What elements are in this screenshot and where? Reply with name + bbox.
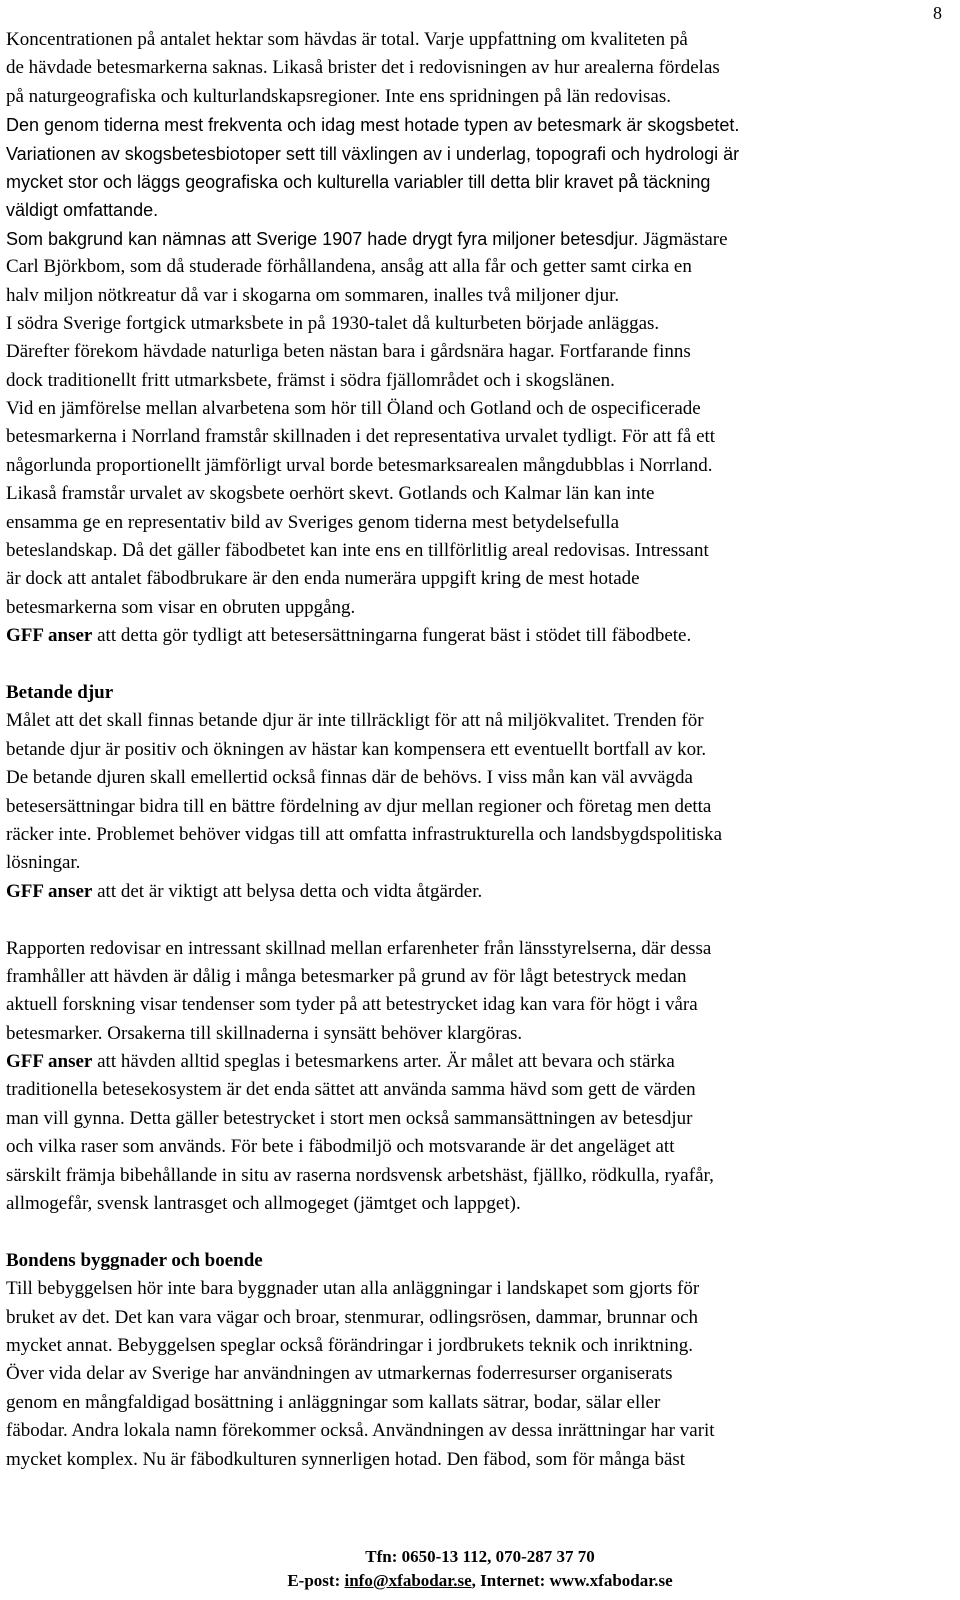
text-line: bruket av det. Det kan vara vägar och broar, stenmurar, odlingsrösen, dammar, brunnar och bbox=[6, 1306, 699, 1328]
text-line: på naturgeografiska och kulturlandskapsregioner. Inte ens spridningen på län redovisas. bbox=[6, 85, 671, 107]
text-line: betesmarkerna som visar en obruten uppgång. bbox=[6, 596, 356, 618]
text-line bbox=[6, 1048, 956, 1076]
text-span: Jägmästare bbox=[638, 228, 728, 250]
text-line: särskilt främja bibehållande in situ av raserna nordsvensk arbetshäst, fjällko, rödkulla, ryafår, bbox=[6, 1164, 714, 1186]
section-heading bbox=[6, 1247, 956, 1275]
footer-phone: Tfn: 0650-13 112, 070-287 37 70 bbox=[365, 1547, 595, 1566]
text-line: betesmarkerna i Norrland framstår skillnaden i det representativa urvalet tydligt. För att få ett bbox=[6, 426, 716, 448]
heading-bondens-byggnader: Bondens byggnader och boende bbox=[6, 1249, 263, 1271]
text-line: mycket annat. Bebyggelsen speglar också förändringar i jordbrukets teknik och inriktning. bbox=[6, 1334, 693, 1356]
heading-betande-djur: Betande djur bbox=[6, 681, 114, 703]
footer-email-label: E-post: bbox=[287, 1571, 345, 1590]
gff-label: GFF anser bbox=[6, 880, 93, 902]
text-line: traditionella betesekosystem är det enda sättet att använda samma hävd som gett de värden bbox=[6, 1079, 696, 1101]
footer-contact bbox=[0, 1569, 960, 1593]
text-line: Likaså framstår urvalet av skogsbete oerhört skevt. Gotlands och Kalmar län kan inte bbox=[6, 483, 655, 505]
text-line: och vilka raser som används. För bete i fäbodmiljö och motsvarande är det angeläget att bbox=[6, 1136, 675, 1158]
text-span: att det är viktigt att belysa detta och vidta åtgärder. bbox=[92, 880, 483, 902]
text-line: ensamma ge en representativ bild av Sveriges genom tiderna mest betydelsefulla bbox=[6, 511, 620, 533]
text-line bbox=[6, 225, 956, 253]
text-line bbox=[6, 878, 956, 906]
text-line bbox=[6, 622, 956, 650]
text-line: Vid en jämförelse mellan alvarbetena som hör till Öland och Gotland och de ospecificerade bbox=[6, 398, 701, 420]
text-line: är dock att antalet fäbodbrukare är den enda numerära uppgift kring de mest hotade bbox=[6, 568, 640, 590]
section-heading bbox=[6, 679, 956, 707]
text-line: Målet att det skall finnas betande djur är inte tillräckligt för att nå miljökvalitet. Trenden för bbox=[6, 710, 704, 732]
text-line: halv miljon nötkreatur då var i skogarna om sommaren, inalles två miljoner djur. bbox=[6, 284, 620, 306]
text-line: Koncentrationen på antalet hektar som hävdas är total. Varje uppfattning om kvaliteten på bbox=[6, 29, 688, 50]
footer-email-link[interactable]: info@xfabodar.se bbox=[344, 1571, 472, 1590]
text-line: I södra Sverige fortgick utmarksbete in på 1930-talet då kulturbeten började anläggas. bbox=[6, 312, 660, 334]
paragraph-gap bbox=[6, 651, 956, 679]
text-line: betesersättningar bidra till en bättre fördelning av djur mellan regioner och företag men detta bbox=[6, 795, 712, 817]
text-line: Rapporten redovisar en intressant skillnad mellan erfarenheter från länsstyrelserna, där dessa bbox=[6, 937, 712, 959]
text-span: Som bakgrund kan nämnas att Sverige 1907 hade drygt fyra miljoner betesdjur. bbox=[6, 228, 639, 249]
text-line: lösningar. bbox=[6, 852, 81, 874]
text-line: Över vida delar av Sverige har användningen av utmarkernas foderresurser organiserats bbox=[6, 1363, 673, 1385]
text-line: Carl Björkbom, som då studerade förhållandena, ansåg att alla får och getter samt cirka en bbox=[6, 256, 692, 278]
text-line: Därefter förekom hävdade naturliga beten nästan bara i gårdsnära hagar. Fortfarande finns bbox=[6, 341, 691, 363]
text-line: beteslandskap. Då det gäller fäbodbetet kan inte ens en tillförlitlig areal redovisas. Intressant bbox=[6, 540, 709, 562]
text-line: man vill gynna. Detta gäller betestrycket i stort men också sammansättningen av betesdjur bbox=[6, 1107, 693, 1129]
text-line: Till bebyggelsen hör inte bara byggnader utan alla anläggningar i landskapet som gjorts för bbox=[6, 1278, 700, 1300]
text-span: att detta gör tydligt att betesersättningarna fungerat bäst i stödet till fäbodbete. bbox=[92, 625, 692, 647]
paragraph-gap bbox=[6, 906, 956, 934]
text-line: väldigt omfattande. bbox=[6, 200, 159, 221]
text-line: allmogefår, svensk lantrasget och allmogeget (jämtget och lappget). bbox=[6, 1193, 521, 1215]
page-footer bbox=[0, 1545, 960, 1593]
text-line: framhåller att hävden är dålig i många betesmarker på grund av för lågt betestryck medan bbox=[6, 965, 687, 987]
text-line: betesmarker. Orsakerna till skillnaderna i synsätt behöver klargöras. bbox=[6, 1022, 523, 1044]
text-line: mycket komplex. Nu är fäbodkulturen synnerligen hotad. Den fäbod, som för många bäst bbox=[6, 1448, 686, 1470]
text-line: aktuell forskning visar tendenser som tyder på att betestrycket idag kan vara för högt i våra bbox=[6, 994, 698, 1016]
paragraph-gap bbox=[6, 1218, 956, 1246]
text-line: de hävdade betesmarkerna saknas. Likaså brister det i redovisningen av hur arealerna fördelas bbox=[6, 57, 720, 79]
text-line: räcker inte. Problemet behöver vidgas till att omfatta infrastrukturella och landsbygdspolitiska bbox=[6, 823, 722, 845]
text-line: fäbodar. Andra lokala namn förekommer också. Användningen av dessa inrättningar har varit bbox=[6, 1420, 715, 1442]
footer-internet: , Internet: www.xfabodar.se bbox=[471, 1571, 673, 1590]
text-line: betande djur är positiv och ökningen av hästar kan kompensera ett eventuellt bortfall av kor. bbox=[6, 738, 707, 760]
gff-label: GFF anser bbox=[6, 1051, 93, 1073]
document-body bbox=[6, 26, 956, 1474]
page-number: 8 bbox=[933, 3, 942, 23]
text-line: Den genom tiderna mest frekventa och idag mest hotade typen av betesmark är skogsbetet. bbox=[6, 115, 740, 136]
gff-label: GFF anser bbox=[6, 625, 93, 647]
text-line: Variationen av skogsbetesbiotoper sett till växlingen av i underlag, topografi och hydrologi är bbox=[6, 143, 740, 164]
text-span: att hävden alltid speglas i betesmarkens arter. Är målet att bevara och stärka bbox=[92, 1051, 675, 1073]
text-line: mycket stor och läggs geografiska och kulturella variabler till detta blir kravet på täckning bbox=[6, 171, 711, 192]
text-line: De betande djuren skall emellertid också finnas där de behövs. I viss mån kan väl avvägda bbox=[6, 767, 693, 789]
text-line: genom en mångfaldigad bosättning i anläggningar som kallats sätrar, bodar, sälar eller bbox=[6, 1391, 661, 1413]
text-line: dock traditionellt fritt utmarksbete, främst i södra fjällområdet och i skogslänen. bbox=[6, 369, 615, 391]
text-line: någorlunda proportionellt jämförligt urval borde betesmarksarealen mångdubblas i Norrland. bbox=[6, 454, 713, 476]
